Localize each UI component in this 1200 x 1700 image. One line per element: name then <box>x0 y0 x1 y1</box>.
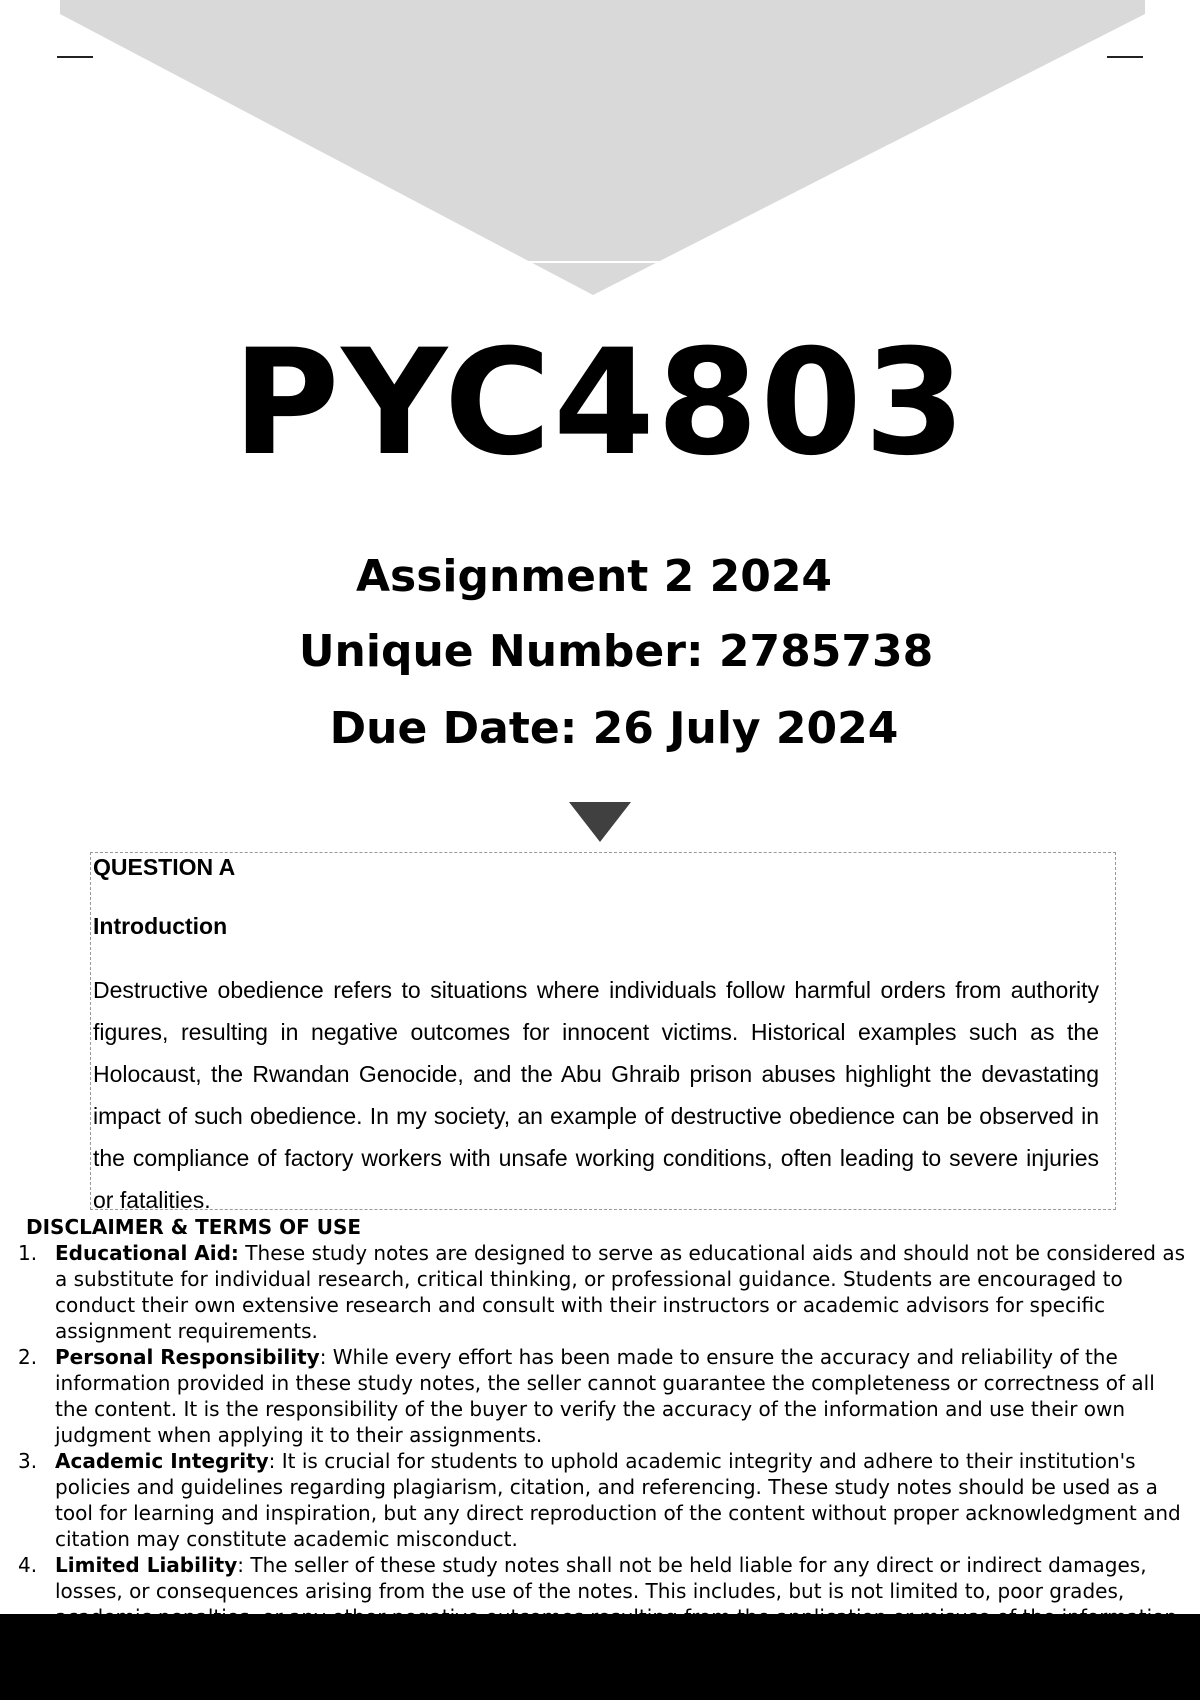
question-heading: QUESTION A <box>93 854 236 880</box>
list-item <box>18 1344 1190 1448</box>
list-item <box>18 1448 1190 1552</box>
question-preview-box <box>90 852 1116 1213</box>
unique-number: Unique Number: 2785738 <box>298 626 934 677</box>
list-item-text: : The seller of these study notes shall not be held liable for any direct or indirect damages, losses, or consequences arising from the use of the notes. This includes, but is not limited to, poor grades, <box>55 1553 1147 1603</box>
list-item-term: Educational Aid: <box>55 1241 239 1265</box>
list-item <box>18 1240 1190 1344</box>
list-item-number: 1. <box>18 1241 38 1265</box>
list-item-text: These study notes are designed to serve as educational aids and should not be considered as a substitute for individual research, critical thinking, or professional guidance. Students are encouraged to conduct their own extensive research and consult with their instructors or academic advisors for specific assignment requirements. <box>55 1241 1186 1343</box>
list-item-term: Personal Responsibility <box>55 1345 320 1369</box>
list-item-number: 4. <box>18 1553 38 1577</box>
due-date: Due Date: 26 July 2024 <box>329 703 899 754</box>
bottom-black-bar <box>0 1614 1200 1700</box>
list-item-number: 2. <box>18 1345 38 1369</box>
assignment-label: Assignment 2 2024 <box>355 551 833 602</box>
list-item-number: 3. <box>18 1449 38 1473</box>
list-item-text: : It is crucial for students to uphold academic integrity and adhere to their institution's policies and guidelines regarding plagiarism, citation, and referencing. These study notes should be used as a tool for learning and inspiration, but any direct reproduction of the content without proper acknowledgment and citation may constitute academic misconduct. <box>55 1449 1181 1551</box>
disclaimer-list <box>18 1240 1190 1630</box>
question-subheading: Introduction <box>93 912 228 939</box>
disclaimer-title: DISCLAIMER & TERMS OF USE <box>26 1215 362 1239</box>
list-item-text: : While every effort has been made to ensure the accuracy and reliability of the information provided in these study notes, the seller cannot guarantee the completeness or correctness of all the content. It is the responsibility of the buyer to verify the accuracy of the information and use their own judgment when applying it to their assignments. <box>55 1345 1155 1447</box>
list-item-term: Academic Integrity <box>55 1449 269 1473</box>
course-code-title: PYC4803 <box>232 318 968 488</box>
list-item-term: Limited Liability <box>55 1553 238 1577</box>
disclaimer-section <box>18 1214 1190 1630</box>
question-paragraph: Destructive obedience refers to situations where individuals follow harmful orders from authority figures, resulting in negative outcomes for innocent victims. Historical examples such as the Holocaust, the Rwandan Genocide, and the Abu Ghraib prison abuses highlight the devastating impact of such obedience. In my society, an example of destructive obedience can be observed in the compliance of factory workers with unsafe working conditions, often leading to severe injuries or fatalities. <box>93 976 1099 1213</box>
